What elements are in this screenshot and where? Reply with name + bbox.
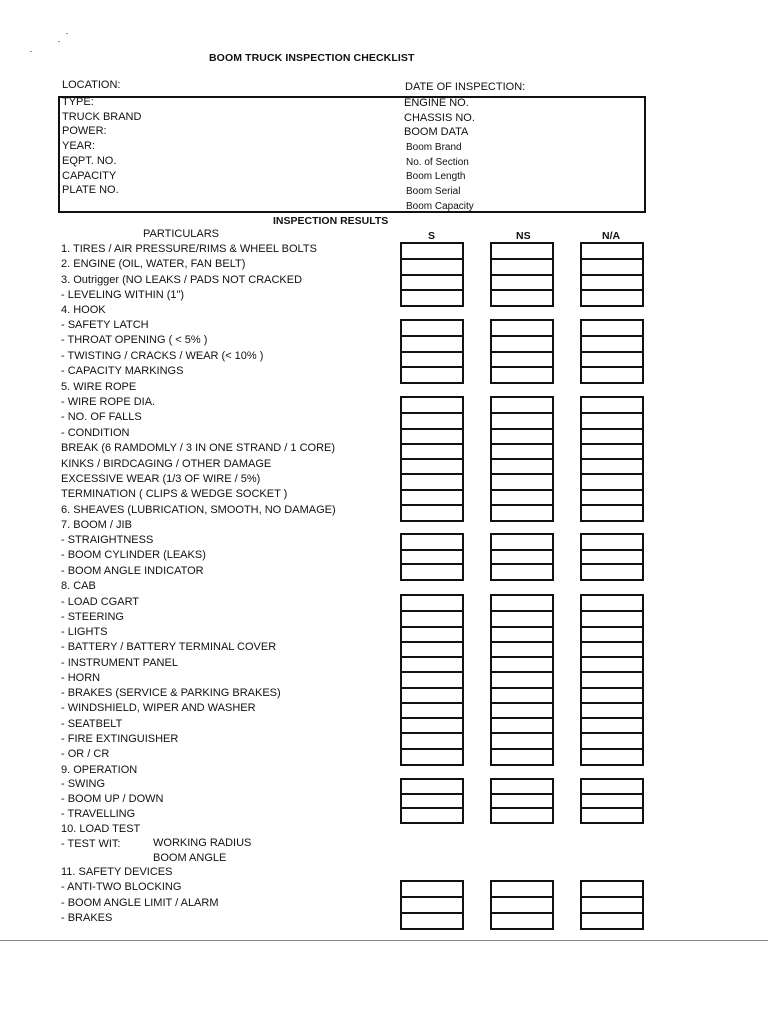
checkbox-divider [402, 641, 462, 643]
checkbox-group-s [400, 319, 464, 384]
checkbox-group-ns [490, 396, 554, 522]
checkbox-divider [402, 610, 462, 612]
checkbox-group-ns [490, 778, 554, 824]
boom-field-capacity: Boom Capacity [406, 200, 474, 212]
boom-field-length: Boom Length [406, 171, 466, 183]
checkbox-divider [492, 443, 552, 445]
checkbox-group-na [580, 533, 644, 581]
inspection-item: - SWING [61, 778, 105, 790]
checkbox-divider [582, 912, 642, 914]
inspection-item: - TEST WIT: [61, 838, 121, 850]
inspection-item: - WINDSHIELD, WIPER AND WASHER [61, 702, 256, 714]
checkbox-group-na [580, 594, 644, 766]
checkbox-group-ns [490, 594, 554, 766]
checkbox-divider [582, 335, 642, 337]
checkbox-divider [402, 351, 462, 353]
checkbox-divider [582, 489, 642, 491]
info-field-plate-no: PLATE NO. [62, 184, 119, 197]
checkbox-divider [492, 351, 552, 353]
checkbox-group-ns [490, 533, 554, 581]
inspection-item: 1. TIRES / AIR PRESSURE/RIMS & WHEEL BOLTS [61, 243, 317, 255]
inspection-item: - STEERING [61, 611, 124, 623]
checkbox-divider [402, 366, 462, 368]
left-info-fields [62, 95, 141, 198]
checkbox-group-s [400, 242, 464, 307]
checkbox-divider [492, 671, 552, 673]
checkbox-group-s [400, 396, 464, 522]
inspection-item: 2. ENGINE (OIL, WATER, FAN BELT) [61, 258, 246, 270]
inspection-item: - NO. OF FALLS [61, 411, 142, 423]
inspection-item: 9. OPERATION [61, 764, 138, 776]
checkbox-group-na [580, 396, 644, 522]
checkbox-divider [492, 748, 552, 750]
checkbox-divider [492, 656, 552, 658]
checkbox-divider [492, 504, 552, 506]
checkbox-group-s [400, 880, 464, 930]
checkbox-divider [402, 458, 462, 460]
checkbox-divider [402, 335, 462, 337]
checkbox-divider [492, 428, 552, 430]
checkbox-divider [582, 702, 642, 704]
checkbox-divider [402, 671, 462, 673]
checkbox-divider [402, 687, 462, 689]
inspection-item: - CONDITION [61, 427, 130, 439]
checkbox-divider [582, 549, 642, 551]
checkbox-divider [402, 258, 462, 260]
checkbox-divider [492, 473, 552, 475]
particulars-heading: PARTICULARS [143, 228, 220, 240]
checkbox-divider [492, 732, 552, 734]
inspection-item: 7. BOOM / JIB [61, 519, 132, 531]
inspection-item: - HORN [61, 672, 101, 684]
checkbox-divider [402, 807, 462, 809]
checkbox-divider [402, 656, 462, 658]
checkbox-divider [492, 626, 552, 628]
inspection-item: 11. SAFETY DEVICES [61, 866, 173, 878]
checkbox-group-s [400, 533, 464, 581]
checkbox-divider [492, 687, 552, 689]
checkbox-divider [402, 793, 462, 795]
checkbox-group-na [580, 242, 644, 307]
checkbox-divider [402, 289, 462, 291]
inspection-item: EXCESSIVE WEAR (1/3 OF WIRE / 5%) [61, 473, 261, 485]
checkbox-divider [492, 289, 552, 291]
checkbox-divider [492, 896, 552, 898]
load-test-boom-angle: BOOM ANGLE [153, 852, 227, 864]
inspection-item: - WIRE ROPE DIA. [61, 396, 156, 408]
checkbox-divider [582, 793, 642, 795]
checkbox-divider [492, 807, 552, 809]
inspection-item: - BOOM CYLINDER (LEAKS) [61, 549, 206, 561]
document-title: BOOM TRUCK INSPECTION CHECKLIST [209, 52, 415, 64]
column-header-ns: NS [516, 230, 531, 242]
checkbox-divider [492, 335, 552, 337]
checkbox-divider [492, 366, 552, 368]
column-header-s: S [428, 230, 436, 242]
checkbox-divider [492, 549, 552, 551]
checkbox-divider [402, 412, 462, 414]
info-field-type: TYPE: [62, 96, 94, 108]
inspection-item: - SEATBELT [61, 718, 123, 730]
inspection-item: - LOAD CGART [61, 596, 140, 608]
page-bottom-edge [0, 940, 768, 941]
inspection-item: - ANTI-TWO BLOCKING [61, 881, 182, 893]
location-label: LOCATION: [62, 79, 121, 91]
info-field-chassis-no: CHASSIS NO. [404, 111, 475, 124]
checkbox-divider [582, 717, 642, 719]
inspection-item: - TWISTING / CRACKS / WEAR (< 10% ) [61, 350, 264, 362]
inspection-item: - SAFETY LATCH [61, 319, 149, 331]
vehicle-info-box [58, 96, 646, 213]
checkbox-divider [492, 489, 552, 491]
checkbox-group-na [580, 778, 644, 824]
inspection-item: - BATTERY / BATTERY TERMINAL COVER [61, 641, 277, 653]
scan-speck [30, 51, 32, 52]
checkbox-divider [582, 458, 642, 460]
checkbox-divider [582, 351, 642, 353]
column-header-na: N/A [602, 230, 621, 242]
checkbox-divider [402, 274, 462, 276]
info-field-engine-no: ENGINE NO. [404, 97, 469, 109]
checkbox-divider [582, 443, 642, 445]
checkbox-divider [402, 428, 462, 430]
checkbox-divider [492, 458, 552, 460]
inspection-item: - OR / CR [61, 748, 110, 760]
inspection-item: - BOOM ANGLE INDICATOR [61, 565, 204, 577]
scan-speck [58, 41, 60, 42]
checkbox-divider [582, 641, 642, 643]
checkbox-divider [492, 412, 552, 414]
checkbox-group-na [580, 319, 644, 384]
checkbox-divider [582, 428, 642, 430]
checkbox-divider [492, 641, 552, 643]
inspection-item: 4. HOOK [61, 304, 106, 316]
checkbox-group-na [580, 880, 644, 930]
right-info-fields [404, 96, 475, 140]
inspection-item: 10. LOAD TEST [61, 823, 141, 835]
inspection-item: - FIRE EXTINGUISHER [61, 733, 179, 745]
inspection-item: - LEVELING WITHIN (1") [61, 289, 185, 301]
inspection-item: - INSTRUMENT PANEL [61, 657, 178, 669]
checkbox-divider [492, 793, 552, 795]
inspection-item: TERMINATION ( CLIPS & WEDGE SOCKET ) [61, 488, 288, 500]
checkbox-divider [582, 896, 642, 898]
inspection-item: - BRAKES [61, 912, 113, 924]
inspection-item: - BRAKES (SERVICE & PARKING BRAKES) [61, 687, 281, 699]
inspection-item: - STRAIGHTNESS [61, 534, 154, 546]
checkbox-divider [492, 563, 552, 565]
checkbox-group-ns [490, 319, 554, 384]
checkbox-group-ns [490, 242, 554, 307]
checkbox-divider [492, 258, 552, 260]
checkbox-divider [492, 610, 552, 612]
checkbox-divider [492, 717, 552, 719]
checkbox-divider [402, 473, 462, 475]
boom-field-brand: Boom Brand [406, 142, 462, 153]
info-field-power: POWER: [62, 125, 107, 138]
checkbox-divider [402, 443, 462, 445]
inspection-item: 3. Outrigger (NO LEAKS / PADS NOT CRACKED [61, 274, 303, 286]
inspection-item: - BOOM ANGLE LIMIT / ALARM [61, 897, 219, 909]
inspection-item: - CAPACITY MARKINGS [61, 365, 184, 377]
checkbox-divider [402, 748, 462, 750]
checkbox-divider [402, 563, 462, 565]
checkbox-divider [582, 258, 642, 260]
checkbox-divider [402, 912, 462, 914]
checkbox-divider [582, 563, 642, 565]
info-field-truck-brand: TRUCK BRAND [62, 110, 142, 123]
boom-data-fields [406, 141, 474, 215]
checkbox-divider [582, 473, 642, 475]
date-label: DATE OF INSPECTION: [405, 81, 526, 93]
checkbox-divider [582, 504, 642, 506]
load-test-working-radius: WORKING RADIUS [153, 837, 252, 849]
inspection-item: - THROAT OPENING ( < 5% ) [61, 334, 208, 346]
checkbox-divider [582, 656, 642, 658]
checkbox-divider [582, 626, 642, 628]
checkbox-divider [402, 504, 462, 506]
checkbox-divider [582, 610, 642, 612]
info-field-year: YEAR: [62, 140, 96, 153]
checkbox-divider [582, 748, 642, 750]
checkbox-divider [582, 366, 642, 368]
info-field-boom-data: BOOM DATA [404, 126, 469, 139]
checkbox-group-s [400, 778, 464, 824]
inspection-item: 6. SHEAVES (LUBRICATION, SMOOTH, NO DAMAGE) [61, 504, 336, 516]
checkbox-divider [402, 896, 462, 898]
boom-field-sections: No. of Section [406, 156, 469, 168]
checkbox-group-s [400, 594, 464, 766]
checkbox-divider [402, 489, 462, 491]
checkbox-divider [402, 717, 462, 719]
checkbox-divider [582, 807, 642, 809]
checkbox-divider [582, 687, 642, 689]
checkbox-divider [402, 732, 462, 734]
checkbox-divider [582, 412, 642, 414]
inspection-item: BREAK (6 RAMDOMLY / 3 IN ONE STRAND / 1 CORE) [61, 442, 336, 454]
checkbox-divider [402, 549, 462, 551]
checkbox-divider [582, 671, 642, 673]
checkbox-divider [402, 626, 462, 628]
inspection-item: 5. WIRE ROPE [61, 381, 137, 393]
inspection-item: - BOOM UP / DOWN [61, 793, 164, 805]
inspection-item: - LIGHTS [61, 626, 108, 638]
checkbox-divider [582, 732, 642, 734]
checkbox-divider [492, 912, 552, 914]
checkbox-divider [492, 274, 552, 276]
checkbox-divider [402, 702, 462, 704]
info-field-capacity: CAPACITY [62, 169, 117, 182]
checkbox-divider [492, 702, 552, 704]
inspection-item: - TRAVELLING [61, 808, 136, 820]
scan-speck [66, 33, 68, 34]
checkbox-divider [582, 274, 642, 276]
inspection-results-heading: INSPECTION RESULTS [273, 215, 389, 227]
inspection-item: KINKS / BIRDCAGING / OTHER DAMAGE [61, 458, 272, 470]
info-field-eqpt-no: EQPT. NO. [62, 154, 117, 167]
boom-field-serial: Boom Serial [406, 186, 461, 198]
checkbox-divider [582, 289, 642, 291]
inspection-item: 8. CAB [61, 580, 96, 592]
checkbox-group-ns [490, 880, 554, 930]
